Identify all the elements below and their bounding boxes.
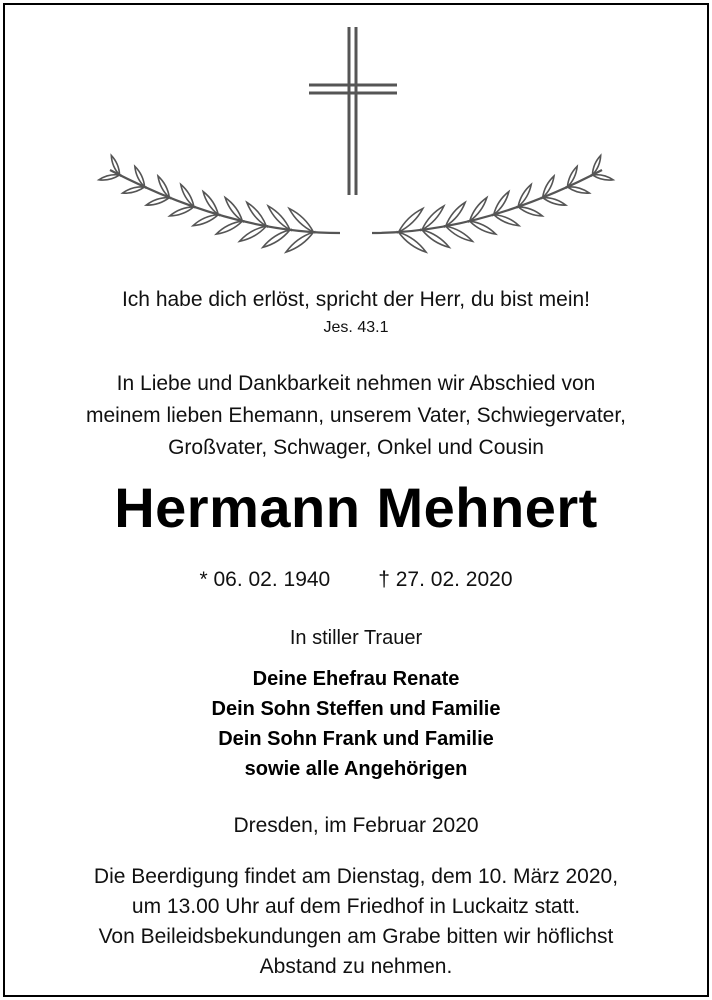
intro-line: In Liebe und Dankbarkeit nehmen wir Abschied von	[116, 372, 596, 395]
verse-reference: Jes. 43.1	[323, 319, 389, 336]
intro-line: meinem lieben Ehemann, unserem Vater, Schwiegervater,	[85, 404, 627, 427]
bible-verse: Ich habe dich erlöst, spricht der Herr, du bist mein!	[121, 288, 591, 311]
death-date: † 27. 02. 2020	[378, 568, 513, 591]
cross-and-branches-ornament	[5, 5, 707, 255]
cross-icon	[309, 27, 397, 195]
life-dates	[5, 568, 707, 592]
obituary-card	[3, 3, 709, 997]
palm-branch-icon-right	[372, 155, 613, 252]
family-member: Deine Ehefrau Renate	[252, 668, 460, 690]
palm-branch-icon-left	[99, 155, 340, 252]
family-member: Dein Sohn Steffen und Familie	[211, 698, 501, 720]
mourning-label: In stiller Trauer	[289, 627, 423, 649]
birth-date: * 06. 02. 1940	[199, 568, 331, 591]
funeral-notice-line: um 13.00 Uhr auf dem Friedhof in Luckaitz statt.	[131, 895, 581, 918]
funeral-notice-line: Von Beileidsbekundungen am Grabe bitten wir höflichst	[98, 925, 614, 948]
funeral-notice-line: Abstand zu nehmen.	[259, 955, 453, 978]
funeral-notice-line: Die Beerdigung findet am Dienstag, dem 10. März 2020,	[93, 865, 619, 888]
deceased-name: Hermann Mehnert	[114, 476, 598, 539]
intro-line: Großvater, Schwager, Onkel und Cousin	[168, 436, 544, 459]
family-member: Dein Sohn Frank und Familie	[218, 728, 494, 750]
family-member: sowie alle Angehörigen	[244, 758, 468, 780]
place-and-date: Dresden, im Februar 2020	[233, 814, 479, 837]
